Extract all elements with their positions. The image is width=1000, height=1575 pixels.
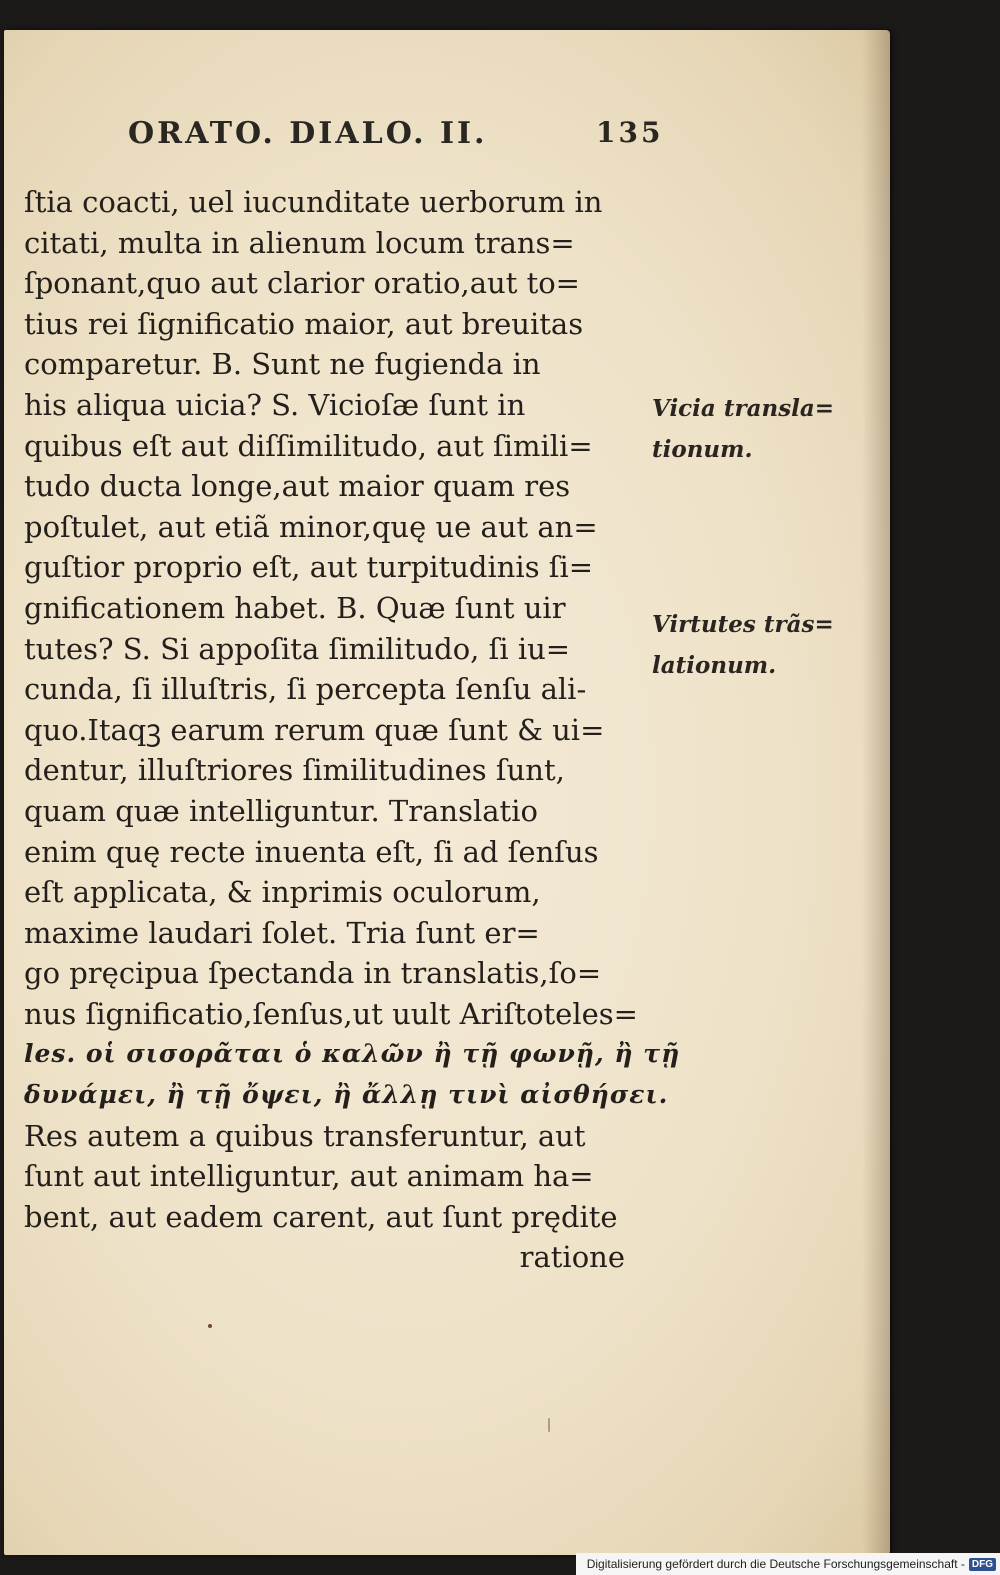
marginal-note-line: Vicia transla= [652,395,835,422]
text-line: cunda, ſi illuſtris, ſi percepta ſenſu ali- [24,672,587,707]
page-header [128,112,668,160]
greek-quote-line: δυνάμει, ἢ τῇ ὄψει, ἢ ἄλλῃ τινὶ αἰσθήσει. [24,1080,669,1110]
text-line: nus ſignificatio,ſenſus,ut uult Ariſtoteles= [24,996,638,1031]
text-line: comparetur. B. Sunt ne fugienda in [24,347,541,382]
marginal-note-line: Virtutes trãs= [652,611,834,638]
marginal-note-line: tionum. [652,436,753,463]
catchword: ratione [519,1240,625,1275]
text-line: quo.Itaqꝫ earum rerum quæ ſunt & ui= [24,712,605,747]
text-line: poſtulet, aut etiã minor,quę ue aut an= [24,509,598,544]
greek-quote-line: les. οἱ σισορᾶται ὁ καλῶν ἢ τῇ φωνῇ, ἢ τῇ [24,1039,681,1069]
text-line: quam quæ intelliguntur. Translatio [24,793,538,828]
text-line: tius rei ſignificatio maior, aut breuitas [24,306,584,341]
body-text [24,182,681,1278]
text-line: ſunt aut intelliguntur, aut animam ha= [24,1159,594,1194]
text-line: bent, aut eadem carent, aut ſunt prędite [24,1199,618,1234]
text-line: his aliqua uicia? S. Vicioſæ ſunt in [24,387,526,422]
text-line: tutes? S. Si appoſita ſimilitudo, ſi iu= [24,631,571,666]
digitization-credit-bar [576,1553,1000,1575]
page-edge-shadow [862,30,890,1555]
text-line: guſtior proprio eſt, aut turpitudinis ſi= [24,550,594,585]
text-line: enim quę recte inuenta eſt, ſi ad ſenſus [24,834,599,869]
text-line: citati, multa in alienum locum trans= [24,225,575,260]
text-line: maxime laudari ſolet. Tria ſunt er= [24,915,540,950]
text-line: gnificationem habet. B. Quæ ſunt uir [24,590,566,625]
marginal-note-vicia [652,388,842,470]
text-line: dentur, illuſtriores ſimilitudines ſunt, [24,753,565,788]
digitization-credit-text: Digitalisierung gefördert durch die Deutsche Forschungsgemeinschaft - [586,1557,965,1571]
dfg-logo: DFG [969,1558,996,1571]
text-line: tudo ducta longe,aut maior quam res [24,469,571,504]
marginal-note-line: lationum. [652,652,777,679]
text-line: ſtia coacti, uel iucunditate uerborum in [24,185,603,219]
paper-mark [548,1418,550,1432]
text-line: eſt applicata, & inprimis oculorum, [24,875,541,910]
paper-speck [208,1324,212,1328]
text-line: go pręcipua ſpectanda in translatis,ſo= [24,956,602,991]
text-line: quibus eſt aut diſſimilitudo, aut ſimili= [24,428,593,463]
text-line: ſponant,quo aut clarior oratio,aut to= [24,266,580,301]
running-title: ORATO. DIALO. II. [128,116,488,151]
folio-number: 135 [596,116,664,149]
marginal-note-virtutes [652,604,842,686]
text-line: Res autem a quibus transferuntur, aut [24,1118,586,1153]
